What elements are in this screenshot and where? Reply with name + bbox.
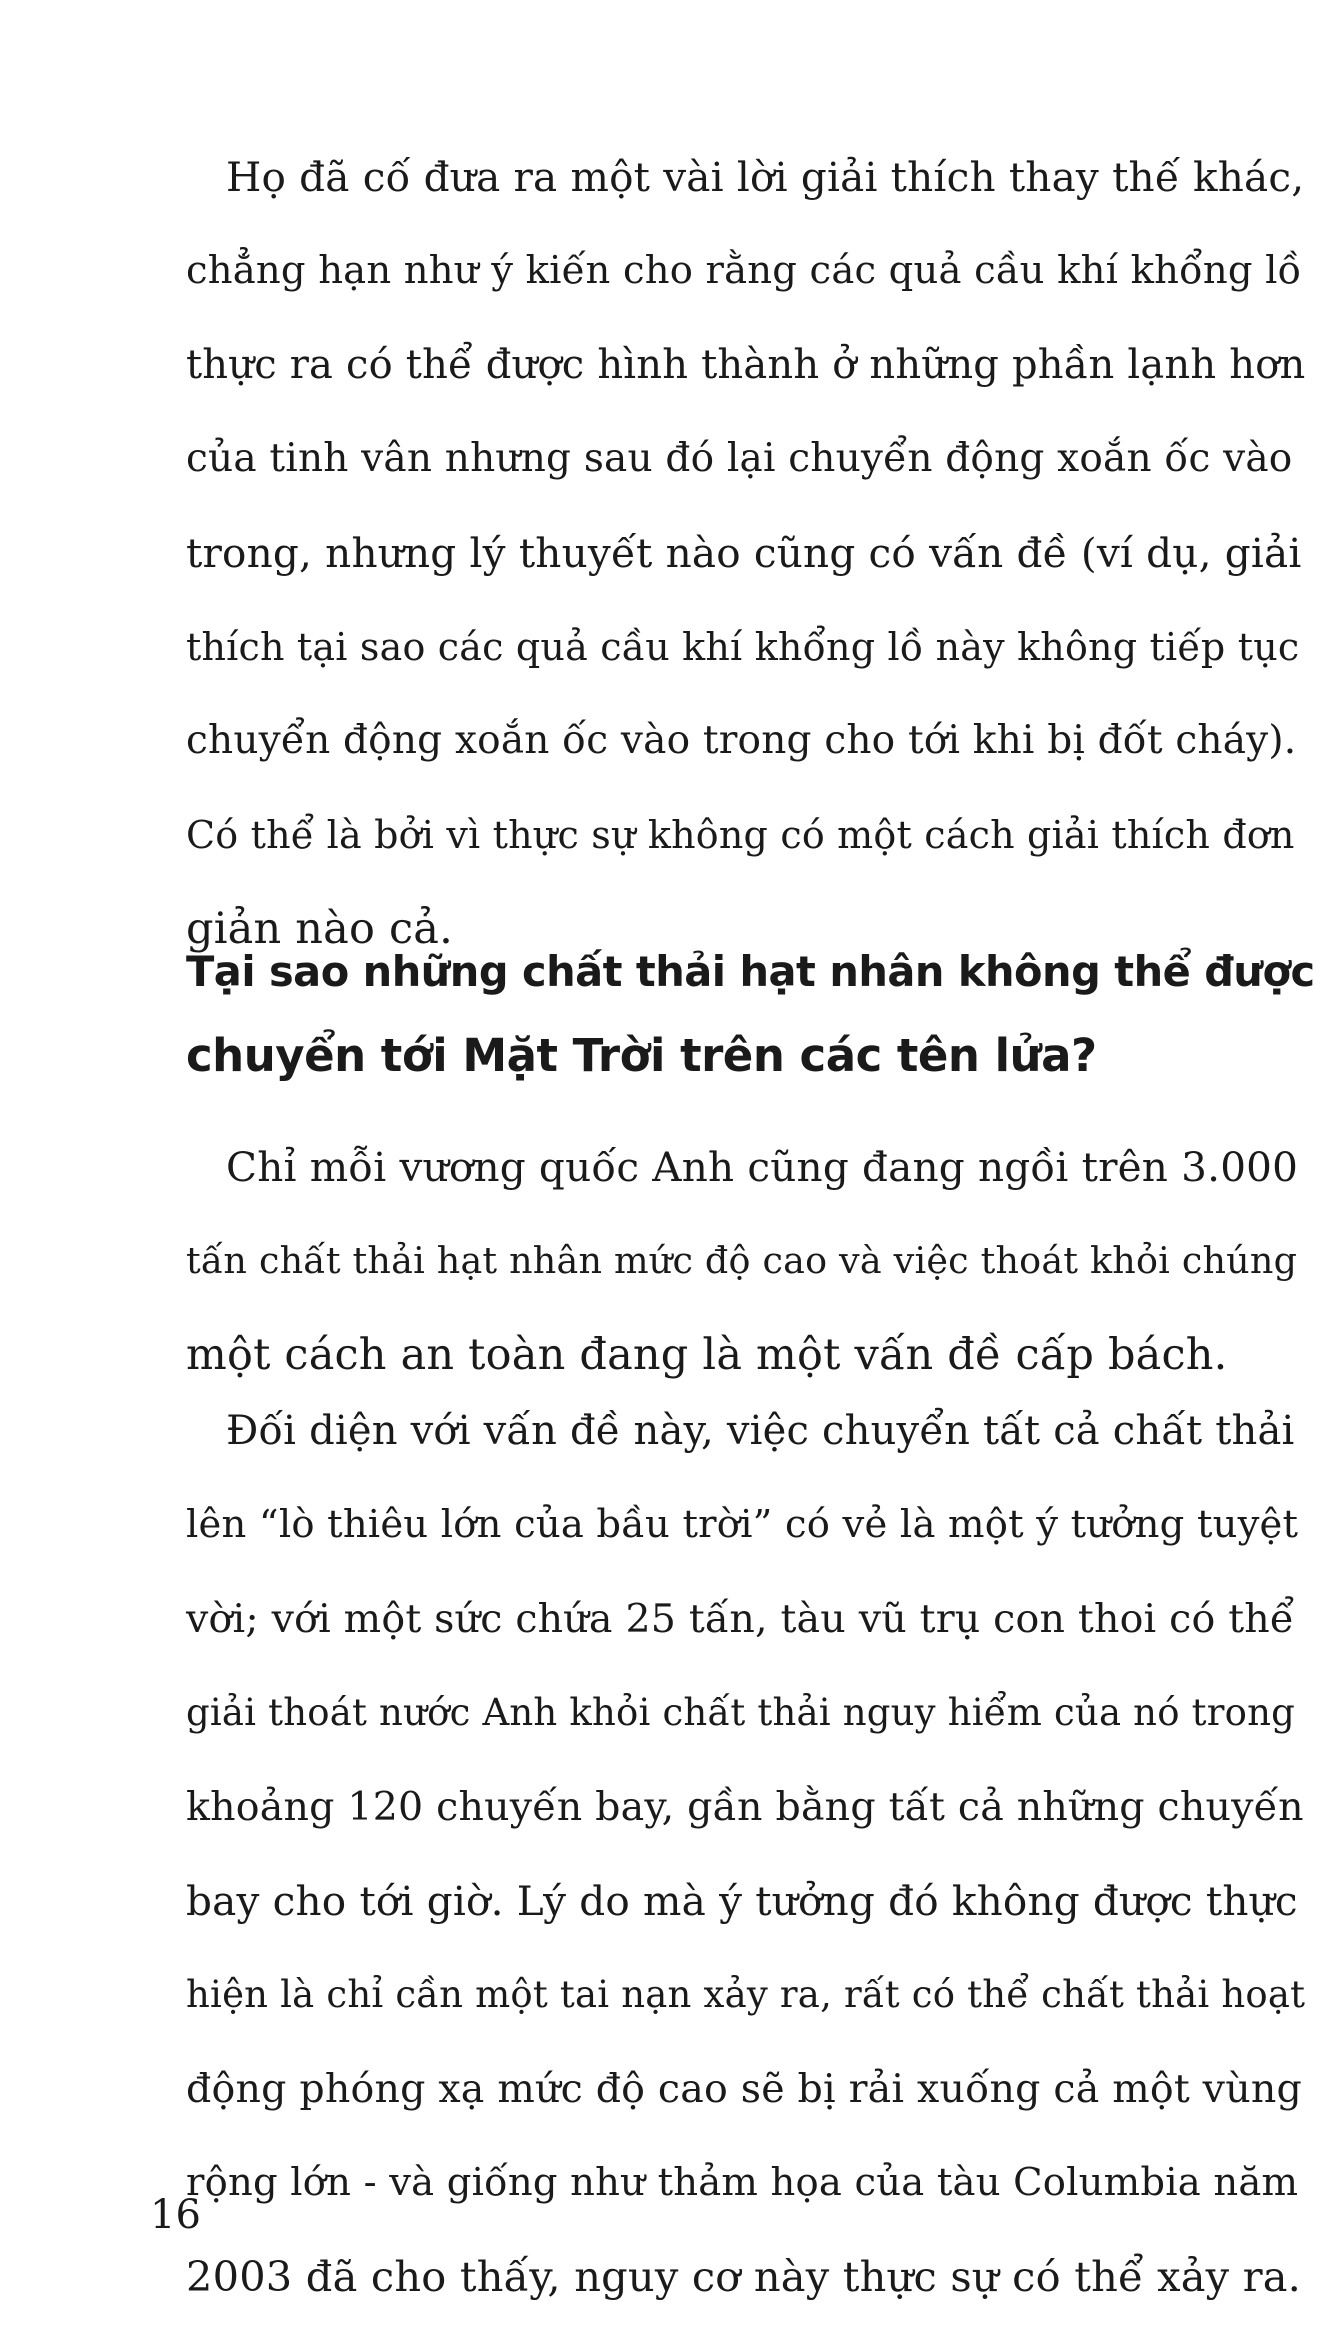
paragraph-line: lên “lò thiêu lớn của bầu trời” có vẻ là một ý tưởng tuyệt [186, 1502, 1299, 1547]
paragraph-line: giản nào cả. [186, 904, 453, 954]
paragraph-line: của tinh vân nhưng sau đó lại chuyển động xoắn ốc vào [186, 436, 1293, 481]
heading-line: Tại sao những chất thải hạt nhân không thể được [186, 947, 1315, 996]
paragraph-1 [186, 130, 1306, 976]
paragraph-line: Có thể là bởi vì thực sự không có một cách giải thích đơn [186, 813, 1295, 857]
heading-line: chuyển tới Mặt Trời trên các tên lửa? [186, 1029, 1097, 1082]
paragraph-line: một cách an toàn đang là một vấn đề cấp bách. [186, 1330, 1228, 1380]
paragraph-line: vời; với một sức chứa 25 tấn, tàu vũ trụ con thoi có thể [186, 1596, 1295, 1642]
paragraph-line: bay cho tới giờ. Lý do mà ý tưởng đó không được thực [186, 1877, 1298, 1925]
paragraph-line: giải thoát nước Anh khỏi chất thải nguy hiểm của nó trong [186, 1691, 1295, 1734]
paragraph-line: tấn chất thải hạt nhân mức độ cao và việc thoát khỏi chúng [186, 1239, 1298, 1282]
paragraph-line: thích tại sao các quả cầu khí khổng lồ này không tiếp tục [186, 625, 1300, 669]
page-number: 16 [150, 2192, 201, 2238]
paragraph-line: 2003 đã cho thấy, nguy cơ này thực sự có thể xảy ra. [186, 2252, 1302, 2301]
paragraph-line: Họ đã cố đưa ra một vài lời giải thích thay thế khác, [226, 153, 1305, 201]
paragraph-line: trong, nhưng lý thuyết nào cũng có vấn đề (ví dụ, giải [186, 529, 1302, 577]
paragraph-line: hiện là chỉ cần một tai nạn xảy ra, rất có thể chất thải hoạt [186, 1973, 1306, 2016]
paragraph-3 [186, 1384, 1306, 2324]
paragraph-line: thực ra có thể được hình thành ở những phần lạnh hơn [186, 342, 1306, 388]
paragraph-2 [186, 1120, 1306, 1402]
paragraph-line: Chỉ mỗi vương quốc Anh cũng đang ngồi trên 3.000 [226, 1143, 1299, 1191]
paragraph-line: chuyển động xoắn ốc vào trong cho tới khi bị đốt cháy). [186, 718, 1297, 763]
paragraph-line: rộng lớn - và giống như thảm họa của tàu Columbia năm [186, 2160, 1299, 2205]
paragraph-line: động phóng xạ mức độ cao sẽ bị rải xuống cả một vùng [186, 2066, 1302, 2112]
paragraph-line: Đối diện với vấn đề này, việc chuyển tất cả chất thải [226, 1408, 1295, 1454]
paragraph-line: khoảng 120 chuyến bay, gần bằng tất cả những chuyến [186, 1784, 1304, 1830]
section-heading [186, 930, 1316, 1098]
paragraph-line: chẳng hạn như ý kiến cho rằng các quả cầu khí khổng lồ [186, 248, 1302, 293]
